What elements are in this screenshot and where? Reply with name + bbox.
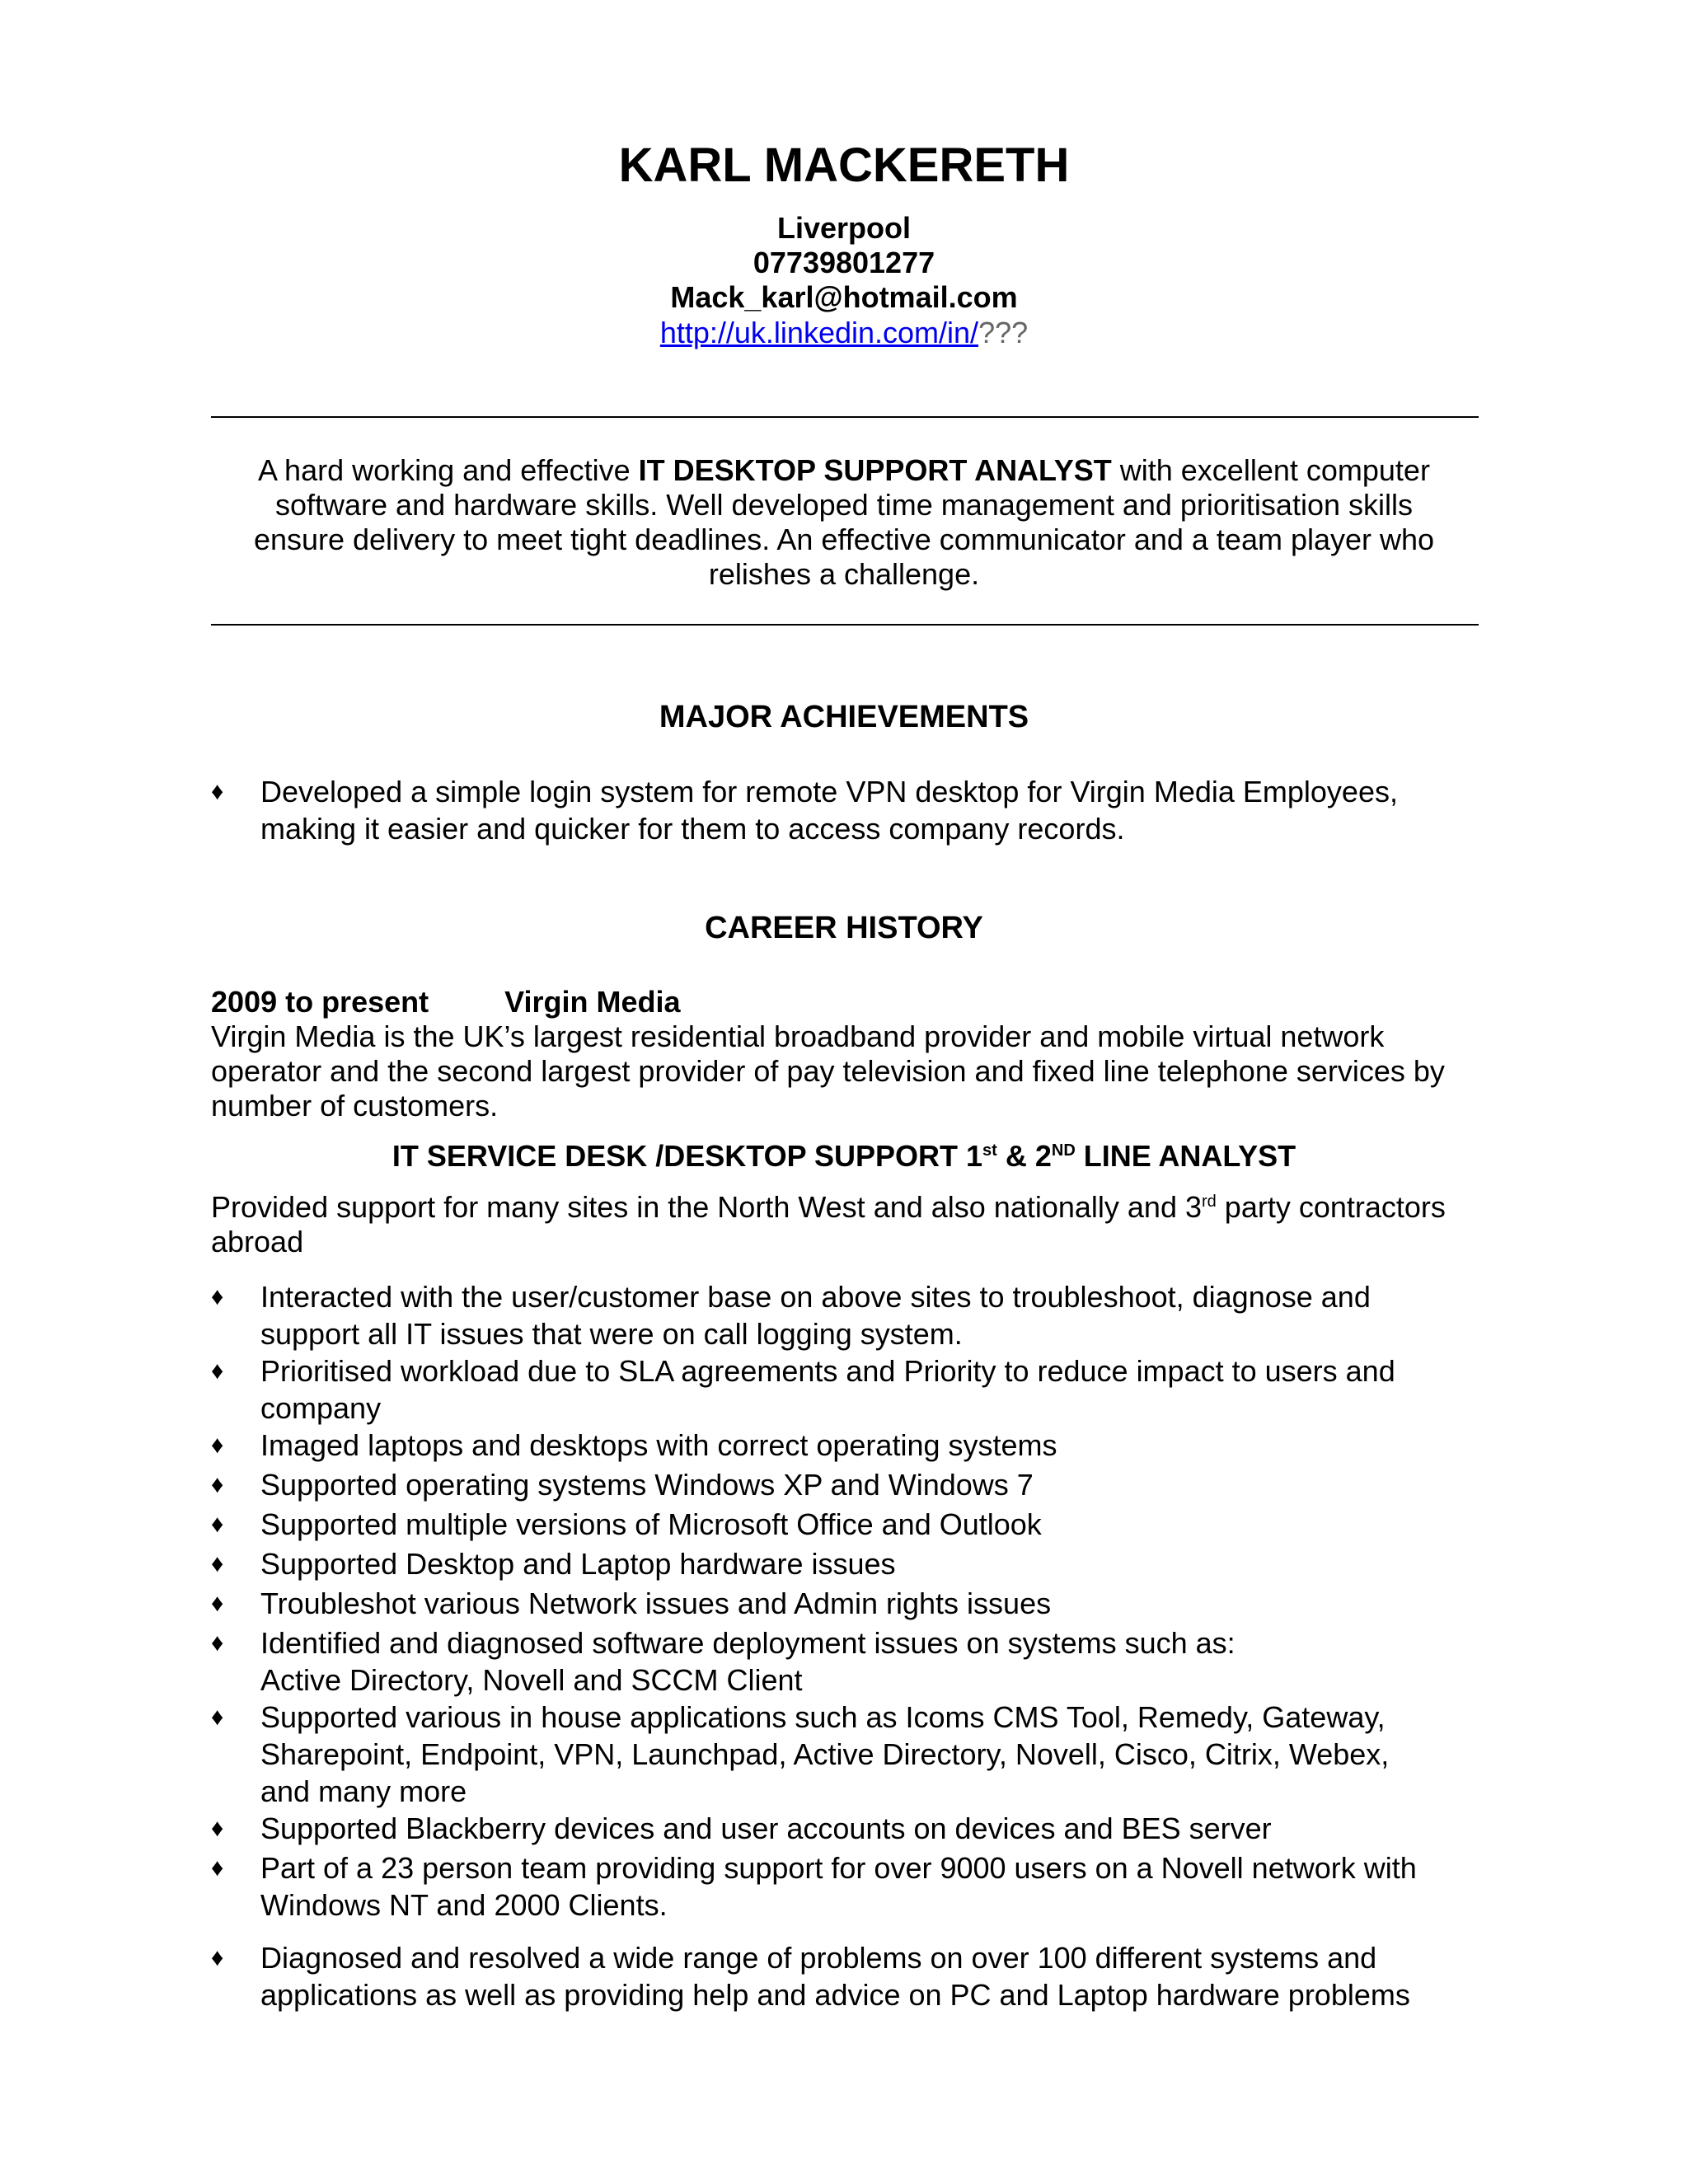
duty-line: Supported multiple versions of Microsoft Office and Outlook xyxy=(260,1507,1042,1541)
job-intro-line xyxy=(211,1190,1446,1225)
location: Liverpool xyxy=(776,211,912,245)
duty-line: Active Directory, Novell and SCCM Client xyxy=(260,1663,803,1697)
phone-number: 07739801277 xyxy=(753,246,935,279)
duty-line: Imaged laptops and desktops with correct operating systems xyxy=(260,1428,1057,1462)
summary-role: IT DESKTOP SUPPORT ANALYST xyxy=(638,453,1112,487)
achievement-line: Developed a simple login system for remote VPN desktop for Virgin Media Employees, xyxy=(260,775,1398,808)
candidate-name: KARL MACKERETH xyxy=(618,138,1070,192)
job-intro-text: party contractors xyxy=(1216,1190,1446,1224)
summary-line-4: relishes a challenge. xyxy=(708,557,980,591)
career-heading: CAREER HISTORY xyxy=(705,911,983,945)
duty-line: company xyxy=(260,1391,382,1425)
linkedin-line xyxy=(0,316,1688,350)
duty-line: Interacted with the user/customer base on above sites to troubleshoot, diagnose and xyxy=(260,1280,1371,1314)
linkedin-suffix: ??? xyxy=(978,316,1029,349)
job-intro-sup: rd xyxy=(1202,1193,1217,1211)
bullet-icon: ♦ xyxy=(211,1815,224,1842)
duty-line: Supported Desktop and Laptop hardware issues xyxy=(260,1547,896,1581)
bullet-icon: ♦ xyxy=(211,1629,224,1657)
achievements-heading: MAJOR ACHIEVEMENTS xyxy=(659,700,1029,734)
summary-text: with excellent computer xyxy=(1111,453,1430,487)
job-title xyxy=(0,1139,1688,1174)
job-company: Virgin Media xyxy=(504,985,681,1019)
summary-text: A hard working and effective xyxy=(258,453,639,487)
duty-line: Diagnosed and resolved a wide range of problems on over 100 different systems and xyxy=(260,1941,1377,1975)
duty-line: Supported operating systems Windows XP and Windows 7 xyxy=(260,1468,1034,1502)
top-divider xyxy=(211,416,1479,418)
bullet-icon: ♦ xyxy=(211,1704,224,1731)
company-description-line: operator and the second largest provider of pay television and fixed line telephone services by xyxy=(211,1054,1445,1088)
duty-line: applications as well as providing help and advice on PC and Laptop hardware problems xyxy=(260,1978,1410,2012)
summary-line-3: ensure delivery to meet tight deadlines. An effective communicator and a team player who xyxy=(253,523,1435,556)
job-title-sup: ND xyxy=(1051,1141,1076,1160)
bullet-icon: ♦ xyxy=(211,778,224,805)
duty-line: Prioritised workload due to SLA agreements and Priority to reduce impact to users and xyxy=(260,1354,1395,1388)
job-intro-text: Provided support for many sites in the North West and also nationally and 3 xyxy=(211,1190,1202,1224)
email-address: Mack_karl@hotmail.com xyxy=(670,280,1018,314)
linkedin-link[interactable]: http://uk.linkedin.com/in/ xyxy=(659,316,979,349)
bullet-icon: ♦ xyxy=(211,1550,224,1577)
job-title-text: LINE ANALYST xyxy=(1075,1139,1296,1173)
duty-line: Identified and diagnosed software deployment issues on systems such as: xyxy=(260,1626,1236,1660)
summary-line-2: software and hardware skills. Well developed time management and prioritisation skills xyxy=(275,488,1413,522)
job-title-text: IT SERVICE DESK /DESKTOP SUPPORT 1 xyxy=(392,1139,983,1173)
duty-line: Supported various in house applications such as Icoms CMS Tool, Remedy, Gateway, xyxy=(260,1700,1386,1734)
company-description-line: Virgin Media is the UK’s largest residential broadband provider and mobile virtual network xyxy=(211,1019,1385,1053)
summary-line-1 xyxy=(0,453,1688,488)
job-period: 2009 to present xyxy=(211,985,429,1019)
duty-line: and many more xyxy=(260,1774,467,1808)
duty-line: Troubleshot various Network issues and Admin rights issues xyxy=(260,1586,1052,1620)
company-description-line: number of customers. xyxy=(211,1089,499,1122)
duty-line: support all IT issues that were on call logging system. xyxy=(260,1317,963,1351)
bottom-divider xyxy=(211,624,1479,626)
job-title-sup: st xyxy=(982,1141,997,1160)
achievement-line: making it easier and quicker for them to access company records. xyxy=(260,812,1125,846)
bullet-icon: ♦ xyxy=(211,1944,224,1971)
bullet-icon: ♦ xyxy=(211,1357,224,1385)
job-intro-line: abroad xyxy=(211,1225,304,1258)
duty-line: Supported Blackberry devices and user accounts on devices and BES server xyxy=(260,1811,1272,1845)
bullet-icon: ♦ xyxy=(211,1471,224,1498)
bullet-icon: ♦ xyxy=(211,1590,224,1617)
job-header xyxy=(211,985,681,1019)
bullet-icon: ♦ xyxy=(211,1854,224,1882)
job-title-text: & 2 xyxy=(996,1139,1052,1173)
duty-line: Part of a 23 person team providing support for over 9000 users on a Novell network with xyxy=(260,1851,1417,1885)
bullet-icon: ♦ xyxy=(211,1511,224,1538)
duty-line: Windows NT and 2000 Clients. xyxy=(260,1888,668,1922)
bullet-icon: ♦ xyxy=(211,1432,224,1459)
bullet-icon: ♦ xyxy=(211,1283,224,1310)
duty-line: Sharepoint, Endpoint, VPN, Launchpad, Active Directory, Novell, Cisco, Citrix, Webex, xyxy=(260,1737,1390,1771)
